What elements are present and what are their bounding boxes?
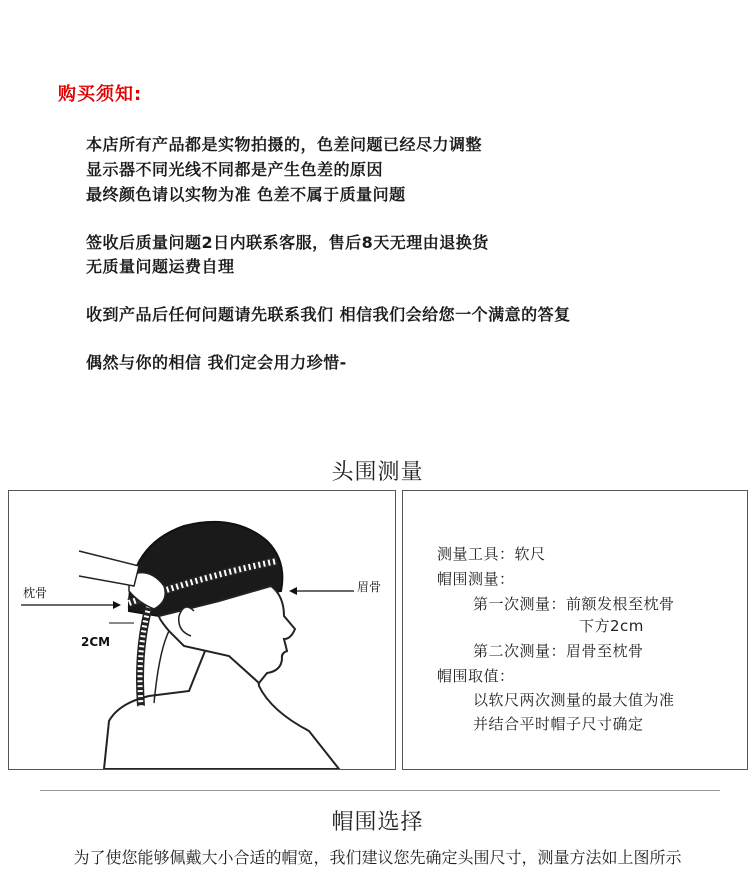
info-value-rule-cont: 并结合平时帽子尺寸确定 [473, 715, 644, 733]
info-second: 第二次测量：眉骨至枕骨 [473, 642, 644, 660]
notice-line: 最终颜色请以实物为准 色差不属于质量问题 [86, 185, 406, 204]
occipital-label: 枕骨 [23, 586, 48, 600]
notice-line: 收到产品后任何问题请先联系我们 相信我们会给您一个满意的答复 [86, 305, 571, 324]
head-illustration-panel [8, 490, 396, 770]
notice-line: 显示器不同光线不同都是产生色差的原因 [86, 160, 384, 179]
info-first-cont: 下方2cm [579, 617, 644, 635]
measure-title: 头围测量 [331, 460, 424, 485]
info-value-rule: 以软尺两次测量的最大值为准 [473, 691, 675, 709]
info-value: 帽围取值： [437, 667, 515, 685]
measure-info-panel [402, 490, 748, 770]
info-tool: 测量工具：软尺 [437, 545, 546, 563]
offset-label: 2CM [81, 635, 111, 649]
notice-line: 偶然与你的相信 我们定会用力珍惜- [86, 353, 347, 372]
notice-title: 购买须知: [58, 84, 143, 105]
selection-title: 帽围选择 [331, 810, 424, 835]
notice-line: 本店所有产品都是实物拍摄的，色差问题已经尽力调整 [86, 135, 483, 154]
info-first: 第一次测量：前额发根至枕骨 [473, 595, 675, 613]
brow-label: 眉骨 [357, 580, 382, 594]
section-divider [40, 790, 720, 791]
info-circumference: 帽围测量： [437, 570, 515, 588]
notice-line: 签收后质量问题2日内联系客服，售后8天无理由退换货 [86, 233, 489, 252]
notice-line: 无质量问题运费自理 [86, 257, 235, 276]
selection-note: 为了使您能够佩戴大小合适的帽宽，我们建议您先确定头围尺寸，测量方法如上图所示 [73, 848, 682, 867]
head-measure-illustration [9, 491, 395, 769]
